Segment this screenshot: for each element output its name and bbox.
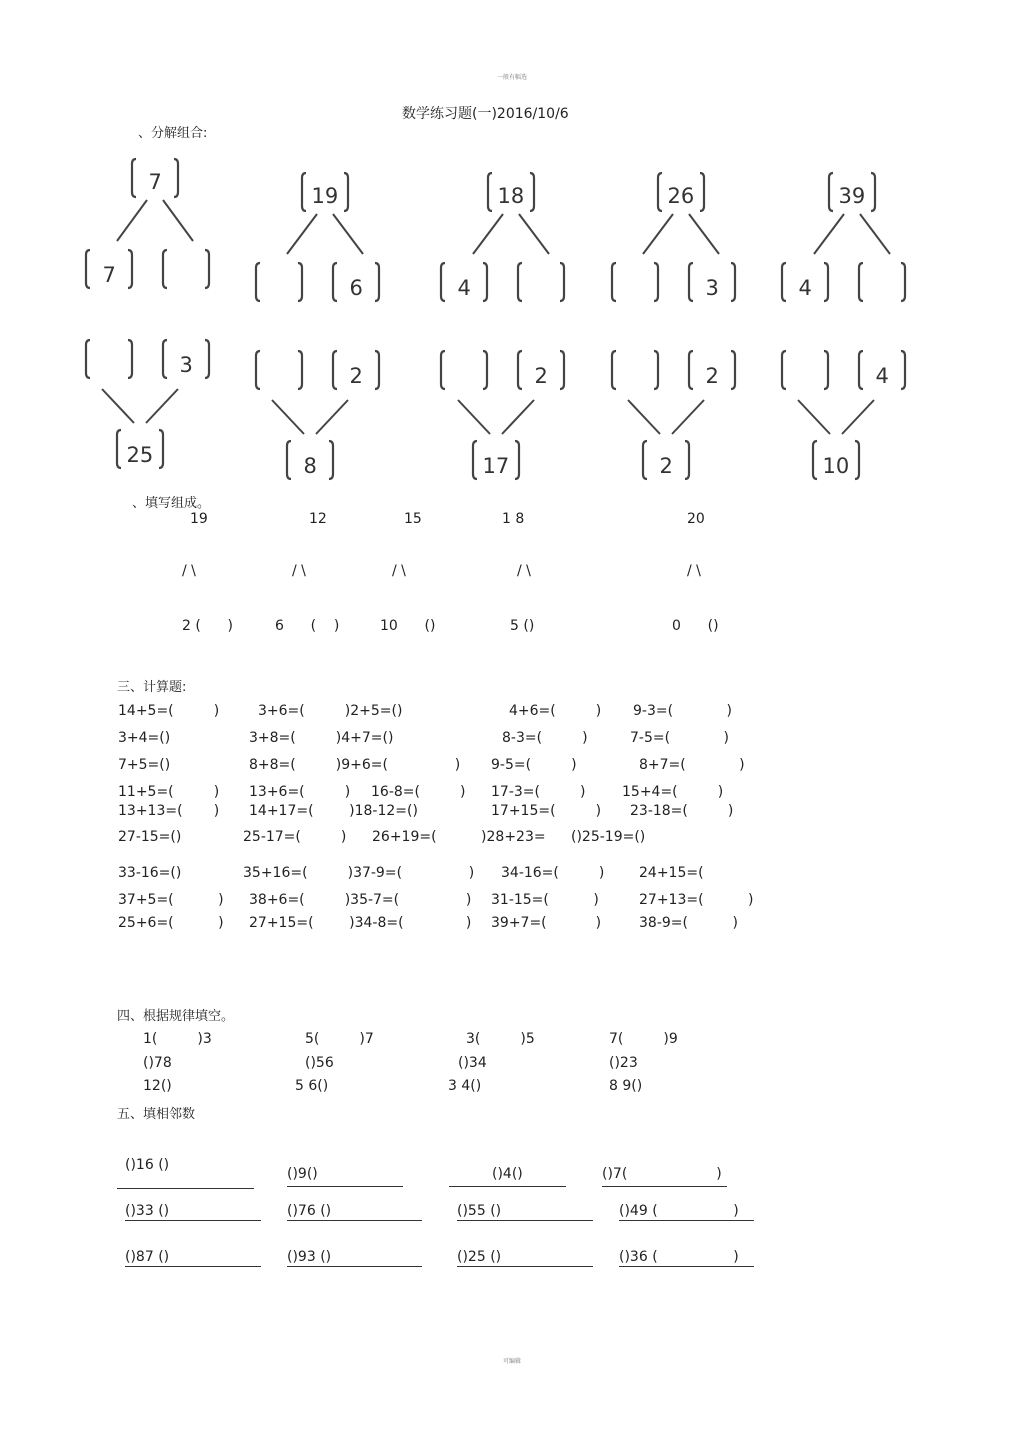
combine-tree-5-bottom-number: 10 (822, 454, 850, 478)
split-tree-3-right-bracket (518, 263, 564, 301)
section-2-heading: 、填写组成。 (132, 496, 211, 511)
neighbor-item: ()55 () (457, 1203, 502, 1219)
split-tree-5-left-branch (814, 214, 844, 254)
composition-3-top: 15 (404, 511, 422, 527)
section-3-heading: 三、计算题: (117, 680, 187, 695)
neighbor-item: ()25 () (457, 1249, 502, 1265)
pattern-item: 5 6() (295, 1078, 329, 1094)
split-tree-3-right-branch (519, 214, 549, 254)
page-title: 数学练习题(一)2016/10/6 (402, 106, 569, 122)
answer-line (287, 1186, 403, 1187)
footer-note: 可编辑 (503, 1358, 522, 1365)
section-1-heading: 、分解组合: (138, 126, 208, 141)
pattern-item: 3 4() (448, 1078, 482, 1094)
calc-item: 23-18=( ) (630, 803, 734, 819)
split-tree-5-right-branch (860, 214, 890, 254)
composition-2-bottom: 6 ( ) (275, 618, 340, 634)
combine-tree-4-left-branch (628, 400, 660, 434)
combine-tree-5-right-number: 4 (875, 364, 889, 388)
calc-item: 31-15=( ) (491, 892, 599, 908)
composition-3-slash: / \ (392, 563, 406, 579)
split-tree-2-right-branch (333, 214, 363, 254)
tree-diagrams (0, 0, 1024, 500)
calc-item: 33-16=() (118, 865, 182, 881)
split-tree-2-left-bracket (256, 263, 302, 301)
calc-item: 25+6=( ) (118, 915, 224, 931)
section-4-heading: 四、根据规律填空。 (117, 1009, 235, 1024)
split-tree-5-left-number: 4 (798, 276, 812, 300)
split-tree-1-right-branch (163, 200, 193, 241)
combine-tree-3-right-number: 2 (534, 364, 548, 388)
split-tree-1-left-branch (117, 200, 147, 241)
combine-tree-5-left-branch (798, 400, 830, 434)
pattern-item: 12() (143, 1078, 172, 1094)
neighbor-item: ()76 () (287, 1203, 332, 1219)
combine-tree-5-right-branch (842, 400, 874, 434)
split-tree-4-top-number: 26 (667, 184, 695, 208)
combine-tree-4-right-number: 2 (705, 364, 719, 388)
combine-tree-1-left-branch (102, 389, 134, 423)
combine-tree-3-bottom-number: 17 (482, 454, 510, 478)
split-tree-3-top-number: 18 (497, 184, 525, 208)
combine-tree-4-right-branch (672, 400, 704, 434)
calc-item: 25-17=( ) (243, 829, 347, 845)
neighbor-item: ()87 () (125, 1249, 170, 1265)
answer-line (457, 1266, 593, 1267)
answer-line (287, 1266, 422, 1267)
calc-item: 27+15=( )34-8=( ) (249, 915, 472, 931)
calc-item: 13+13=( ) (118, 803, 220, 819)
answer-line (602, 1186, 727, 1187)
composition-5-bottom: 0 () (672, 618, 719, 634)
answer-line (619, 1266, 754, 1267)
combine-tree-1-right-number: 3 (179, 353, 193, 377)
calc-item: 15+4=( ) (622, 784, 724, 800)
split-tree-3-left-number: 4 (457, 276, 471, 300)
composition-2-slash: / \ (292, 563, 306, 579)
calc-item: 13+6=( ) (249, 784, 351, 800)
combine-tree-3-right-branch (502, 400, 534, 434)
combine-tree-4-left-bracket (612, 351, 658, 389)
combine-tree-2-right-number: 2 (349, 364, 363, 388)
combine-tree-2-bottom-number: 8 (303, 454, 317, 478)
calc-item: 3+4=() (118, 730, 171, 746)
combine-tree-2-left-branch (272, 400, 304, 434)
split-tree-1-top-number: 7 (148, 170, 162, 194)
composition-2-top: 12 (309, 511, 327, 527)
calc-item: 4+6=( ) (509, 703, 602, 719)
calc-item: 8-3=( ) (502, 730, 588, 746)
neighbor-item: ()93 () (287, 1249, 332, 1265)
calc-item: 38+6=( )35-7=( ) (249, 892, 472, 908)
header-note: 一般有幅选 (497, 74, 528, 81)
composition-5-slash: / \ (687, 563, 701, 579)
pattern-item: ()23 (609, 1055, 638, 1071)
composition-5-top: 20 (687, 511, 705, 527)
calc-item: 17+15=( ) (491, 803, 602, 819)
calc-item: 39+7=( ) (491, 915, 602, 931)
answer-line (457, 1220, 593, 1221)
split-tree-2-right-number: 6 (349, 276, 363, 300)
composition-3-bottom: 10 () (380, 618, 436, 634)
calc-item: 17-3=( ) (491, 784, 586, 800)
calc-item: 26+19=( )28+23= (372, 829, 546, 845)
answer-line (125, 1266, 261, 1267)
split-tree-1-left-number: 7 (102, 263, 116, 287)
split-tree-3-left-branch (473, 214, 503, 254)
answer-line (287, 1220, 422, 1221)
composition-1-slash: / \ (182, 563, 196, 579)
split-tree-4-left-bracket (612, 263, 658, 301)
pattern-item: ()78 (143, 1055, 172, 1071)
calc-item: 34-16=( ) (501, 865, 605, 881)
combine-tree-4-bottom-number: 2 (659, 454, 673, 478)
pattern-item: ()56 (305, 1055, 334, 1071)
calc-item: 3+6=( )2+5=() (258, 703, 403, 719)
calc-item: 14+5=( ) (118, 703, 220, 719)
calc-item: 8+7=( ) (639, 757, 745, 773)
pattern-item: ()34 (458, 1055, 487, 1071)
split-tree-4-right-branch (689, 214, 719, 254)
neighbor-item: ()49 ( ) (619, 1203, 739, 1219)
calc-item: 9-5=( ) (491, 757, 577, 773)
answer-line (619, 1220, 754, 1221)
calc-item: 27+13=( ) (639, 892, 754, 908)
calc-item: 8+8=( )9+6=( ) (249, 757, 461, 773)
pattern-item: 3( )5 (466, 1031, 535, 1047)
calc-item: 27-15=() (118, 829, 182, 845)
split-tree-4-left-branch (643, 214, 673, 254)
composition-4-bottom: 5 () (510, 618, 535, 634)
split-tree-5-right-bracket (859, 263, 905, 301)
pattern-item: 1( )3 (143, 1031, 212, 1047)
calc-item: 37+5=( ) (118, 892, 224, 908)
combine-tree-1-bottom-number: 25 (126, 443, 154, 467)
combine-tree-3-left-bracket (441, 351, 487, 389)
split-tree-2-left-branch (287, 214, 317, 254)
calc-item: 7-5=( ) (630, 730, 729, 746)
neighbor-item: ()4() (492, 1166, 523, 1182)
calc-item: 38-9=( ) (639, 915, 738, 931)
calc-item: ()25-19=() (571, 829, 646, 845)
answer-line (449, 1186, 566, 1187)
combine-tree-1-right-branch (146, 389, 178, 423)
combine-tree-1-left-bracket (86, 340, 132, 378)
combine-tree-2-left-bracket (256, 351, 302, 389)
combine-tree-3-left-branch (458, 400, 490, 434)
calc-item: 11+5=( ) (118, 784, 220, 800)
neighbor-item: ()9() (287, 1166, 318, 1182)
pattern-item: 5( )7 (305, 1031, 374, 1047)
calc-item: 9-3=( ) (633, 703, 732, 719)
calc-item: 24+15=( (639, 865, 704, 881)
calc-item: 3+8=( )4+7=() (249, 730, 394, 746)
answer-line (125, 1220, 261, 1221)
split-tree-5-top-number: 39 (838, 184, 866, 208)
composition-4-top: 1 8 (502, 511, 525, 527)
composition-4-slash: / \ (517, 563, 531, 579)
pattern-item: 7( )9 (609, 1031, 678, 1047)
split-tree-1-right-bracket (163, 250, 209, 288)
composition-1-bottom: 2 ( ) (182, 618, 233, 634)
section-5-heading: 五、填相邻数 (117, 1107, 196, 1122)
split-tree-2-top-number: 19 (311, 184, 339, 208)
calc-item: 16-8=( ) (371, 784, 466, 800)
neighbor-item: ()36 ( ) (619, 1249, 739, 1265)
calc-item: 35+16=( )37-9=( ) (243, 865, 475, 881)
neighbor-item: ()7( ) (602, 1166, 722, 1182)
answer-line (117, 1188, 254, 1189)
combine-tree-2-right-branch (316, 400, 348, 434)
calc-item: 14+17=( )18-12=() (249, 803, 418, 819)
composition-1-top: 19 (190, 511, 208, 527)
combine-tree-5-left-bracket (782, 351, 828, 389)
pattern-item: 8 9() (609, 1078, 643, 1094)
neighbor-item: ()33 () (125, 1203, 170, 1219)
split-tree-4-right-number: 3 (705, 276, 719, 300)
calc-item: 7+5=() (118, 757, 171, 773)
neighbor-item: ()16 () (125, 1157, 170, 1173)
